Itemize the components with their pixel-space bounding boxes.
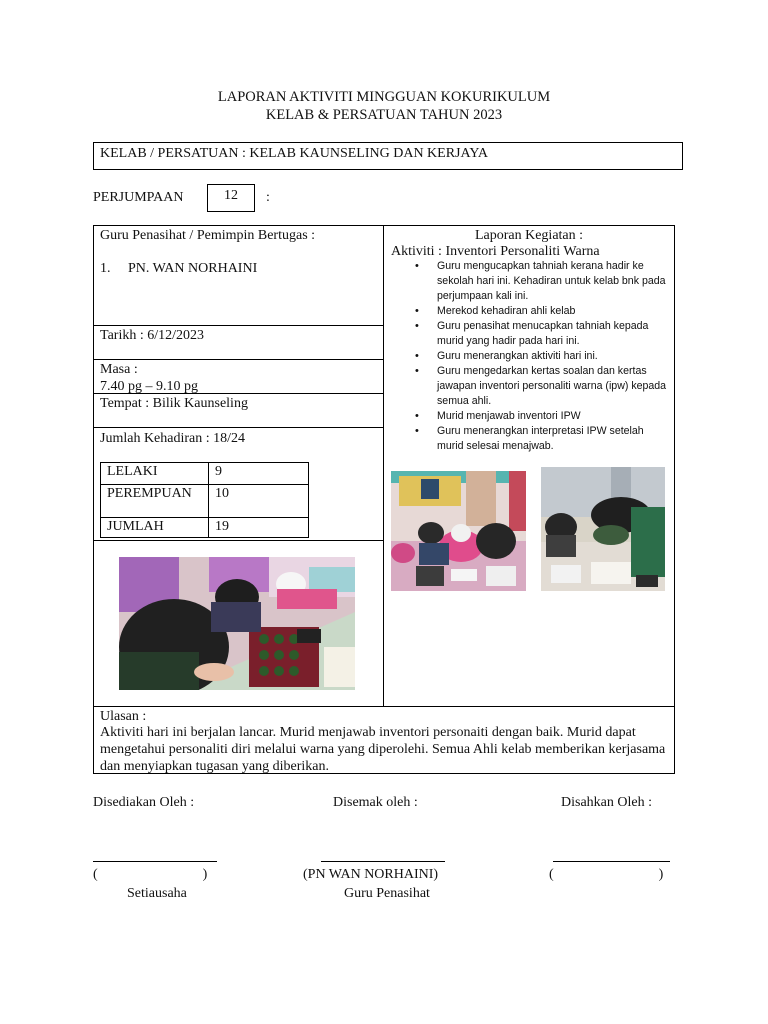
gender-label: JUMLAH [101,518,209,538]
list-item: • Guru menerangkan aktiviti hari ini. [391,349,673,364]
gender-value: 10 [209,485,309,518]
row-divider [93,427,383,428]
remarks-text: Aktiviti hari ini berjalan lancar. Murid menjawab inventori personaiti dengan baik. Murid dapat mengetahui personaliti diri melalui warna yang diperolehi. Semua Ahli kelab memberikan kerjasama dan menyiapkan tugasan yang diberikan. [100,725,666,774]
list-item: • Guru mengucapkan tahniah kerana hadir ke sekolah hari ini. Kehadiran untuk kelab bnk pada perjumpaan kali ini. [391,259,673,304]
signature-line [553,861,670,862]
advisor-name: 1. PN. WAN NORHAINI [100,261,258,276]
attendance-field: Jumlah Kehadiran : 18/24 [100,431,246,446]
meeting-number-box: 12 [207,184,255,212]
prepared-by-role: Setiausaha [127,886,187,901]
advisor-label: Guru Penasihat / Pemimpin Bertugas : [100,228,316,243]
row-divider [93,359,383,360]
gender-table [100,462,309,538]
activity-photo-1 [119,557,355,690]
list-item: • Merekod kehadiran ahli kelab [391,304,673,319]
date-field: Tarikh : 6/12/2023 [100,328,205,343]
activity-photo-3 [541,467,665,591]
approved-by-label: Disahkan Oleh : [561,795,652,810]
table-row [101,463,309,485]
row-divider [93,325,383,326]
activity-name: Aktiviti : Inventori Personaliti Warna [391,244,600,259]
list-item: • Guru menerangkan interpretasi IPW setelah murid selesai menajwab. [391,424,673,454]
checked-by-label: Disemak oleh : [333,795,418,810]
gender-value: 19 [209,518,309,538]
meeting-colon: : [266,190,270,205]
club-box [93,142,683,170]
row-divider [93,540,383,541]
place-field: Tempat : Bilik Kaunseling [100,396,248,411]
gender-value: 9 [209,463,309,485]
checked-by-name: (PN WAN NORHAINI) [303,867,439,882]
gender-label: LELAKI [101,463,209,485]
report-title-line2: KELAB & PERSATUAN TAHUN 2023 [265,107,503,123]
approved-by-name: ( ) [549,867,664,882]
report-heading: Laporan Kegiatan : [474,228,584,243]
list-item: • Guru penasihat menucapkan tahniah kepada murid yang hadir pada hari ini. [391,319,673,349]
list-item: • Guru mengedarkan kertas soalan dan kertas jawapan inventori personaliti warna (ipw) kepada semua ahli. [391,364,673,409]
signature-line [321,861,445,862]
list-item: • Murid menjawab inventori IPW [391,409,673,424]
activity-list [391,259,673,454]
activity-photo-2 [391,471,526,591]
column-divider [383,225,384,707]
checked-by-role: Guru Penasihat [344,886,430,901]
table-row [101,485,309,518]
signature-line [93,861,217,862]
meeting-label: PERJUMPAAN [93,190,184,205]
remarks-label: Ulasan : [100,709,147,724]
time-value: 7.40 pg – 9.10 pg [100,379,198,394]
table-row [101,518,309,538]
prepared-by-label: Disediakan Oleh : [93,795,195,810]
gender-label: PEREMPUAN [101,485,209,518]
time-label: Masa : [100,362,138,377]
report-title-line1: LAPORAN AKTIVITI MINGGUAN KOKURIKULUM [217,89,551,105]
row-divider [93,706,675,707]
prepared-by-name: ( ) [93,867,208,882]
club-label: KELAB / PERSATUAN : KELAB KAUNSELING DAN KERJAYA [100,146,488,161]
